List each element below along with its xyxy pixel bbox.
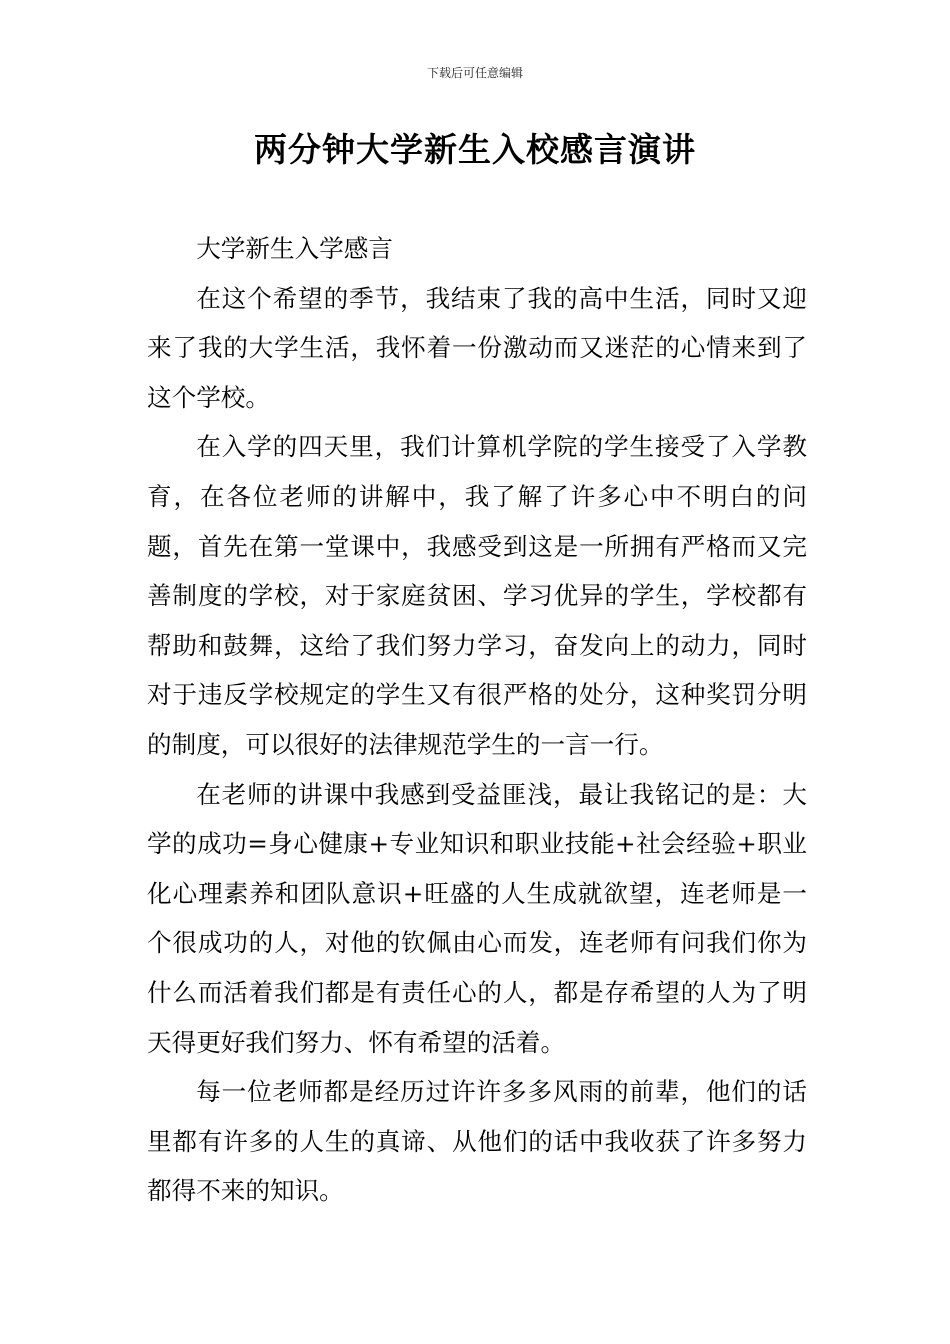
paragraph: 在老师的讲课中我感到受益匪浅，最让我铭记的是：大学的成功=身心健康+专业知识和职业技能+社会经验+职业化心理素养和团队意识+旺盛的人生成就欲望，连老师是一个很成功的人，对他的钦佩由心而发，连老师有问我们你为什么而活着我们都是有责任心的人，都是存希望的人为了明天得更好我们努力、怀有希望的活着。 <box>147 779 807 1057</box>
paragraph: 每一位老师都是经历过许许多多风雨的前辈，他们的话里都有许多的人生的真谛、从他们的话中我收获了许多努力都得不来的知识。 <box>147 1077 807 1206</box>
paragraph-subtitle: 大学新生入学感言 <box>196 234 393 263</box>
paragraph: 在入学的四天里，我们计算机学院的学生接受了入学教育，在各位老师的讲解中，我了解了许多心中不明白的问题，首先在第一堂课中，我感受到这是一所拥有严格而又完善制度的学校，对于家庭贫困、学习优异的学生，学校都有帮助和鼓舞，这给了我们努力学习，奋发向上的动力，同时对于违反学校规定的学生又有很严格的处分，这种奖罚分明的制度，可以很好的法律规范学生的一言一行。 <box>147 432 807 759</box>
header-note: 下载后可任意编辑 <box>426 66 523 80</box>
document-title: 两分钟大学新生入校感言演讲 <box>254 130 696 169</box>
paragraph: 在这个希望的季节，我结束了我的高中生活，同时又迎来了我的大学生活，我怀着一份激动而又迷茫的心情来到了这个学校。 <box>147 283 807 412</box>
document-body <box>147 224 807 1216</box>
